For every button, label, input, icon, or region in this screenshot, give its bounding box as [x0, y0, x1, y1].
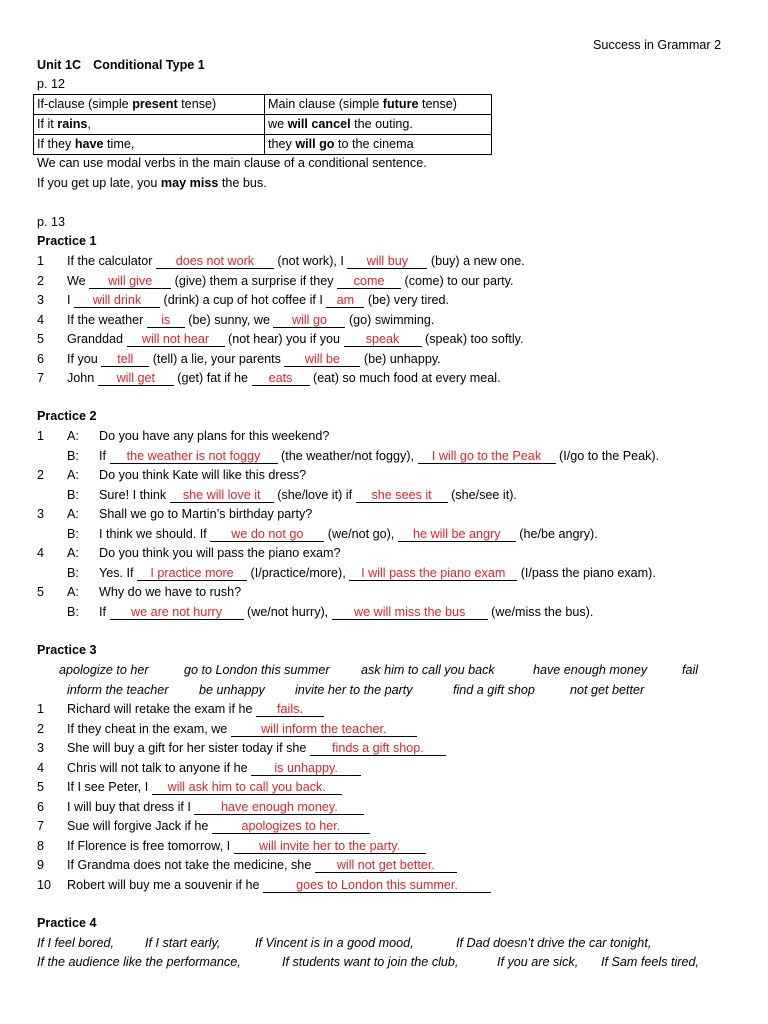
practice-2-answer [99, 528, 598, 542]
item-number: 4 [37, 546, 45, 560]
answer-blank[interactable]: we do not go [210, 528, 324, 542]
sentence-text: Robert will buy me a souvenir if he [67, 877, 263, 892]
word-box-item: inform the teacher [67, 683, 169, 697]
question-text: Why do we have to rush? [99, 585, 242, 599]
answer-blank[interactable]: will give [89, 275, 171, 289]
sentence-text: If Florence is free tomorrow, I [67, 838, 234, 853]
practice-3-item [67, 742, 446, 756]
sentence-text: (give) them a surprise if they [171, 273, 338, 288]
answer-blank[interactable]: will not get better. [315, 859, 457, 873]
question-text: Do you have any plans for this weekend? [99, 429, 330, 443]
sentence-text: (she/see it). [447, 487, 517, 502]
speaker-b-label: B: [67, 565, 79, 580]
answer-blank[interactable]: finds a gift shop. [310, 742, 446, 756]
answer-blank[interactable]: apologizes to her. [212, 820, 370, 834]
answer-blank[interactable]: the weather is not foggy [110, 450, 278, 464]
sentence-text: (drink) a cup of hot coffee if I [160, 293, 327, 307]
answer-blank[interactable]: have enough money. [194, 801, 364, 815]
practice-3-title: Practice 3 [37, 643, 97, 657]
answer-blank[interactable]: will invite her to the party. [234, 840, 426, 854]
question-text: Shall we go to Martin’s birthday party? [99, 507, 313, 521]
sentence-text: (be) unhappy. [360, 351, 441, 366]
item-number: 5 [37, 332, 45, 346]
sentence-text: Yes. If [99, 565, 138, 580]
word-box-item: fail [682, 663, 699, 677]
word-box-item: go to London this summer [184, 663, 330, 677]
item-number: 5 [37, 780, 45, 794]
practice-3-item [67, 801, 364, 815]
item-number: 1 [37, 254, 45, 268]
sentence-text: (I/pass the piano exam). [517, 565, 656, 580]
question-text: Do you think you will pass the piano exam? [99, 546, 341, 560]
sentence-text: If [99, 448, 110, 463]
sentence-text: (we/not go), [324, 526, 398, 541]
answer-blank[interactable]: fails. [256, 703, 324, 717]
item-number: 2 [37, 273, 45, 288]
speaker-a-label: A: [67, 429, 79, 443]
item-number: 7 [37, 371, 45, 385]
sentence-text: Chris will not talk to anyone if he [67, 760, 252, 775]
sentence-text: She will buy a gift for her sister today if she [67, 741, 310, 755]
modal-note: We can use modal verbs in the main clause of a conditional sentence. [37, 156, 427, 170]
practice-1-title: Practice 1 [37, 234, 97, 248]
practice-1-item [67, 275, 514, 289]
clause-option: If I feel bored, [37, 936, 115, 950]
answer-blank[interactable]: will not hear [127, 333, 225, 347]
sentence-text: If the weather [67, 312, 147, 327]
sentence-text: If I see Peter, I [67, 780, 152, 794]
practice-3-item [67, 723, 417, 737]
answer-blank[interactable]: she will love it [170, 489, 274, 503]
word-box-item: ask him to call you back [361, 663, 495, 677]
speaker-a-label: A: [67, 468, 79, 482]
item-number: 4 [37, 760, 45, 775]
item-number: 10 [37, 877, 52, 892]
speaker-a-label: A: [67, 585, 79, 599]
item-number: 6 [37, 351, 45, 366]
answer-blank[interactable]: I will pass the piano exam [349, 567, 517, 581]
clause-option: If Vincent is in a good mood, [255, 936, 414, 950]
question-text: Do you think Kate will like this dress? [99, 468, 307, 482]
clause-option: If Dad doesn’t drive the car tonight, [456, 936, 652, 950]
table-row [34, 135, 492, 155]
answer-blank[interactable]: will drink [74, 294, 160, 308]
answer-blank[interactable]: will go [273, 314, 345, 328]
sentence-text: (tell) a lie, your parents [149, 351, 285, 366]
answer-blank[interactable]: is [147, 314, 185, 328]
item-number: 8 [37, 838, 45, 853]
sentence-text: (not hear) you if you [224, 332, 344, 346]
sentence-text: (she/love it) if [273, 487, 356, 502]
speaker-b-label: B: [67, 448, 79, 463]
answer-blank[interactable]: I will go to the Peak [418, 450, 556, 464]
sentence-text: (I/go to the Peak). [555, 448, 660, 463]
practice-1-item [67, 255, 525, 269]
item-number: 2 [37, 468, 45, 482]
answer-blank[interactable]: will be [284, 353, 360, 367]
modal-example: If you get up late, you may miss the bus. [37, 176, 267, 190]
sentence-text: (come) to our party. [401, 273, 514, 288]
item-number: 3 [37, 293, 45, 307]
clause-option: If you are sick, [497, 955, 579, 969]
word-box-item: not get better [570, 683, 645, 697]
practice-2-answer [99, 489, 517, 503]
answer-blank[interactable]: goes to London this summer. [263, 879, 491, 893]
item-number: 9 [37, 858, 45, 872]
speaker-a-label: A: [67, 507, 79, 521]
sentence-text: If the calculator [67, 254, 156, 268]
table-cell: they will go to the cinema [265, 135, 492, 155]
practice-3-item [67, 879, 491, 893]
sentence-text: (eat) so much food at every meal. [309, 371, 501, 385]
answer-blank[interactable]: will ask him to call you back. [152, 781, 342, 795]
practice-1-item [67, 294, 449, 308]
answer-blank[interactable]: does not work [156, 255, 274, 269]
practice-2-answer [99, 606, 593, 620]
item-number: 3 [37, 741, 45, 755]
sentence-text: John [67, 371, 98, 385]
item-number: 3 [37, 507, 45, 521]
sentence-text: (be) very tired. [364, 293, 450, 307]
sentence-text: If you [67, 351, 102, 366]
table-cell: If they have time, [34, 135, 265, 155]
sentence-text: (the weather/not foggy), [277, 448, 418, 463]
practice-3-item [67, 703, 324, 717]
word-box-item: find a gift shop [453, 683, 535, 697]
sentence-text: Sue will forgive Jack if he [67, 819, 212, 833]
practice-4-title: Practice 4 [37, 916, 97, 930]
unit-heading [37, 59, 205, 72]
practice-2-answer [99, 450, 659, 464]
sentence-text: If [99, 604, 110, 619]
sentence-text: Sure! I think [99, 487, 170, 502]
unit-code: Unit 1C [37, 58, 82, 72]
answer-blank[interactable]: I practice more [137, 567, 247, 581]
table-cell: we will cancel the outing. [265, 115, 492, 135]
table-cell: If-clause (simple present tense) [34, 95, 265, 115]
item-number: 5 [37, 585, 45, 599]
answer-blank[interactable]: will buy [347, 255, 427, 269]
sentence-text: I will buy that dress if I [67, 799, 195, 814]
clause-option: If the audience like the performance, [37, 955, 241, 969]
practice-3-item [67, 859, 457, 873]
sentence-text: I [67, 293, 74, 307]
sentence-text: (not work), I [273, 254, 348, 268]
practice-3-item [67, 762, 361, 776]
practice-3-item [67, 820, 370, 834]
page-13-label: p. 13 [37, 215, 66, 229]
answer-blank[interactable]: will inform the teacher. [231, 723, 417, 737]
answer-blank[interactable]: she sees it [356, 489, 448, 503]
sentence-text: (I/practice/more), [247, 565, 350, 580]
answer-blank[interactable]: eats [252, 372, 310, 386]
item-number: 1 [37, 429, 45, 443]
practice-3-item [67, 781, 342, 795]
speaker-b-label: B: [67, 604, 79, 619]
word-box-item: have enough money [533, 663, 648, 677]
practice-1-item [67, 372, 501, 386]
answer-blank[interactable]: come [337, 275, 401, 289]
item-number: 4 [37, 312, 45, 327]
answer-blank[interactable]: we will miss the bus [332, 606, 488, 620]
item-number: 6 [37, 799, 45, 814]
answer-blank[interactable]: he will be angry [398, 528, 516, 542]
unit-name: Conditional Type 1 [93, 58, 205, 72]
grammar-table [33, 94, 492, 155]
answer-blank[interactable]: tell [101, 353, 149, 367]
sentence-text: (he/be angry). [515, 526, 598, 541]
speaker-b-label: B: [67, 487, 79, 502]
word-box-item: invite her to the party [295, 683, 413, 697]
sentence-text: Richard will retake the exam if he [67, 702, 256, 716]
answer-blank[interactable]: will get [98, 372, 174, 386]
answer-blank[interactable]: speak [344, 333, 422, 347]
sentence-text: (get) fat if he [173, 371, 252, 385]
sentence-text: If Grandma does not take the medicine, she [67, 858, 315, 872]
item-number: 7 [37, 819, 45, 833]
table-cell: Main clause (simple future tense) [265, 95, 492, 115]
answer-blank[interactable]: am [326, 294, 364, 308]
word-box-item: be unhappy [199, 683, 265, 697]
clause-option: If students want to join the club, [282, 955, 459, 969]
practice-1-item [67, 314, 434, 328]
sentence-text: (buy) a new one. [427, 254, 525, 268]
sentence-text: (speak) too softly. [421, 332, 524, 346]
item-number: 2 [37, 721, 45, 736]
sentence-text: (go) swimming. [345, 312, 435, 327]
sentence-text: (we/not hurry), [243, 604, 332, 619]
practice-1-item [67, 353, 441, 367]
book-title: Success in Grammar 2 [593, 38, 722, 52]
practice-3-item [67, 840, 426, 854]
table-cell: If it rains, [34, 115, 265, 135]
answer-blank[interactable]: we are not hurry [110, 606, 244, 620]
answer-blank[interactable]: is unhappy. [251, 762, 361, 776]
speaker-b-label: B: [67, 526, 79, 541]
sentence-text: We [67, 273, 90, 288]
speaker-a-label: A: [67, 546, 79, 560]
practice-1-item [67, 333, 524, 347]
sentence-text: I think we should. If [99, 526, 211, 541]
item-number: 1 [37, 702, 45, 716]
page-12-label: p. 12 [37, 77, 66, 91]
sentence-text: Granddad [67, 332, 127, 346]
sentence-text: If they cheat in the exam, we [67, 721, 231, 736]
table-row [34, 115, 492, 135]
sentence-text: (we/miss the bus). [487, 604, 594, 619]
word-box-item: apologize to her [59, 663, 149, 677]
clause-option: If I start early, [145, 936, 221, 950]
sentence-text: (be) sunny, we [184, 312, 274, 327]
table-row [34, 95, 492, 115]
clause-option: If Sam feels tired, [601, 955, 699, 969]
practice-2-title: Practice 2 [37, 409, 97, 423]
practice-2-answer [99, 567, 656, 581]
